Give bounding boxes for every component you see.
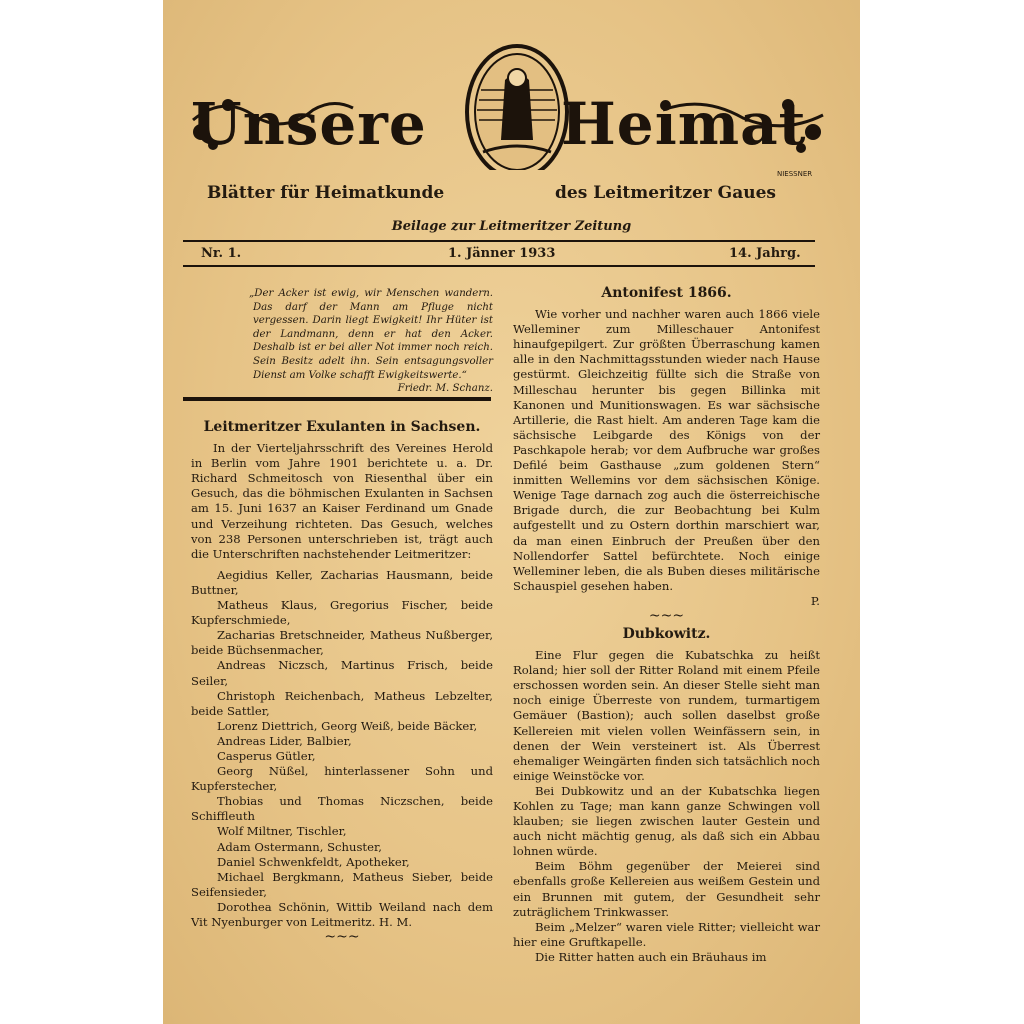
header-rule-top [183, 240, 815, 242]
name-entry: Adam Ostermann, Schuster, [217, 839, 382, 854]
right-article-2-title: Dubkowitz. [622, 625, 711, 642]
right-article-2-paragraph: Die Ritter hatten auch ein Bräuhaus im [535, 949, 767, 964]
name-entry: Lorenz Diettrich, Georg Weiß, beide Bäcker, [217, 718, 478, 733]
masthead-title-right: Heimat [561, 90, 807, 158]
name-entry: Aegidius Keller, Zacharias Hausmann, beide Buttner, [191, 567, 493, 597]
left-article-intro: In der Vierteljahrsschrift des Vereines Herold in Berlin vom Jahre 1901 berichtete u. a. Dr. Richard Schmeitosch von Riesenthal über ein Gesuch, das die böhmischen Exulanten in Sachsen am 15. Juni 1637 an Kaiser Ferdinand um Gnade und Verzeihung richteten. Das Gesuch, welches von 238 Personen unterschrieben ist, trägt auch die Unterschriften nachstehender Leitmeritzer: [191, 441, 493, 561]
name-entry: Andreas Lider, Balbier, [217, 733, 352, 748]
name-entry: Andreas Niczsch, Martinus Frisch, beide Seiler, [191, 658, 493, 688]
name-entry: Dorothea Schönin, Wittib Weiland nach dem Vit Nyenburger von Leitmeritz. H. M. [191, 899, 493, 929]
name-entry: Christoph Reichenbach, Matheus Lebzelter, beide Sattler, [191, 688, 493, 718]
name-entry: Daniel Schwenkfeldt, Apotheker, [217, 854, 410, 869]
name-entry: Matheus Klaus, Gregorius Fischer, beide Kupferschmiede, [191, 598, 493, 628]
name-entry: Casperus Gütler, [217, 748, 316, 763]
name-entry: Wolf Miltner, Tischler, [217, 824, 347, 839]
left-article-divider: ~~~ [324, 929, 360, 946]
issue-number: Nr. 1. [201, 246, 242, 261]
masthead-subtitle-right: des Leitmeritzer Gaues [555, 183, 776, 203]
name-entry: Zacharias Bretschneider, Matheus Nußberger, beide Büchsenmacher, [191, 628, 493, 658]
name-entry: Michael Bergkmann, Matheus Sieber, beide Seifensieder, [191, 869, 493, 899]
right-article-1-divider: ~~~ [648, 607, 685, 624]
right-article-2-paragraph: Bei Dubkowitz und an der Kubatschka liegen Kohlen zu Tage; man kann ganze Schwingen voll klauben; sie liegen zwischen lauter Gestein und auch nicht mächtig genug, als daß sich ein Abbau lohnen würde. [513, 783, 820, 859]
quote-author: Friedr. M. Schanz. [397, 383, 493, 395]
right-article-2-paragraph: Beim „Melzer“ waren viele Ritter; vielleicht war hier eine Gruftkapelle. [513, 919, 820, 949]
epigraph-quote [249, 287, 493, 396]
masthead-title-left: Unsere [191, 90, 427, 158]
artist-stamp: NIESSNER [777, 170, 813, 178]
right-article-2-paragraph: Beim Böhm gegenüber der Meierei sind ebenfalls große Kellereien aus weißem Gestein und ein Brunnen mit gutem, der Gesundheit sehr zuträglichem Trinkwasser. [513, 859, 820, 919]
quote-text: „Der Acker ist ewig, wir Menschen wandern. Das darf der Mann am Pfluge nicht vergessen. Darin liegt Ewigkeit! Ihr Hüter ist der Landmann, denn er hat den Acker. Deshalb ist er bei aller Not immer noch reich. Sein Besitz adelt ihn. Sein entsagungsvoller Dienst am Volke schafft Ewigkeitswerte.“ [249, 288, 493, 381]
left-article [191, 420, 493, 944]
masthead-subtitle-left: Blätter für Heimatkunde [207, 183, 445, 203]
right-article-1-body: Wie vorher und nachher waren auch 1866 viele Welleminer zum Milleschauer Antonifest hinaufgepilgert. Zur größten Überraschung kamen alle in den Nachmittagsstunden wieder nach Hause gestürmt. Gleichzeitig füllte sich die Straße von Milleschau herunter bis gegen Billinka mit Kanonen und Munitionswagen. Es war sächsische Artillerie, die Rast hielt. Am anderen Tage kam die sächsische Leibgarde des Königs von der Paschkapole herab; vor dem Aufbruche war großes Defilé beim Gasthause „zum goldenen Stern“ inmitten Wellemins vor dem sächsischen Könige. Wenige Tage darnach zog auch die österreichische Brigade durch, die zur Beobachtung bei Kulm aufgestellt und zu Ostern dorthin marschiert war, da man einen Einbruch der Preußen über den Nollendorfer Sattel befürchtete. Noch einige Welleminer leben, die als Buben dieses militärische Schauspiel gesehen haben. [513, 307, 820, 593]
name-entry: Georg Nüßel, hinterlassener Sohn und Kupferstecher, [191, 764, 493, 794]
name-entry: Thobias und Thomas Niczschen, beide Schiffleuth [191, 794, 493, 824]
right-article-2-paragraph: Eine Flur gegen die Kubatschka zu heißt Roland; hier soll der Ritter Roland mit einem Pfeile erschossen worden sein. An dieser Stelle sieht man noch einige Überreste von rundem, turmartigem Gemäuer (Bastion); auch sollen daselbst große Kellereien mit vielen vollen Weinfässern sein, in denen der Wein versteinert ist. Als Überrest ehemaliger Weingärten finden sich tatsächlich noch einige Weinstöcke vor. [513, 648, 820, 783]
right-article-1-signature: P. [810, 593, 820, 608]
header-rule-bottom [183, 265, 815, 267]
right-column [513, 286, 820, 965]
right-article-1-title: Antonifest 1866. [601, 285, 732, 301]
issue-date: 1. Jänner 1933 [448, 246, 556, 261]
issue-year: 14. Jahrg. [729, 246, 801, 261]
quote-rule [183, 397, 491, 401]
supplement-line: Beilage zur Leitmeritzer Zeitung [391, 219, 632, 234]
left-article-title: Leitmeritzer Exulanten in Sachsen. [203, 419, 481, 435]
newspaper-page [163, 0, 860, 1024]
